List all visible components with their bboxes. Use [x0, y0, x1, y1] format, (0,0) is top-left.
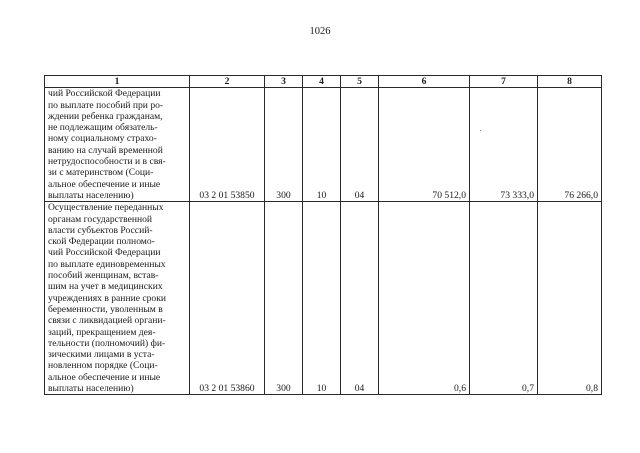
row-amount-year3: 0,8 [538, 202, 602, 395]
row-section: 10 [303, 202, 341, 395]
table-row [45, 202, 602, 395]
row-code: 03 2 01 53850 [190, 88, 265, 202]
header-cell-5: 5 [341, 76, 379, 88]
header-cell-8: 8 [538, 76, 602, 88]
row-code: 03 2 01 53860 [190, 202, 265, 395]
budget-table [44, 75, 602, 395]
row-amount-year2: 0,7 [470, 202, 538, 395]
header-cell-4: 4 [303, 76, 341, 88]
row-description: чий Российской Федерации по выплате пособий при ро- ждении ребенка гражданам, не подлежащим обязатель- ному социальному страхо- ванию на случай временной нетрудоспособности и в свя- зи с материнством (Соци- альное обеспечение и иные выплаты населению) [45, 88, 190, 202]
row-expense-type: 300 [265, 202, 303, 395]
row-amount-year1: 70 512,0 [379, 88, 470, 202]
row-section: 10 [303, 88, 341, 202]
row-amount-year2: 73 333,0 [470, 88, 538, 202]
row-subsection: 04 [341, 202, 379, 395]
table-row [45, 88, 602, 202]
row-description: Осуществление переданных органам государственной власти субъектов Россий- ской Федерации полномо- чий Российской Федерации по выплате единовременных пособий женщинам, встав- шим на учет в медицинских учреждениях в ранние сроки беременности, уволенным в связи с ликвидацией органи- заций, прекращением дея- тельности (полномочий) фи- зическими лицами в уста- новленном порядке (Соци- альное обеспечение и иные выплаты населению) [45, 202, 190, 395]
row-amount-year3: 76 266,0 [538, 88, 602, 202]
header-cell-7: 7 [470, 76, 538, 88]
header-cell-1: 1 [45, 76, 190, 88]
header-cell-2: 2 [190, 76, 265, 88]
header-cell-3: 3 [265, 76, 303, 88]
header-cell-6: 6 [379, 76, 470, 88]
row-amount-year1: 0,6 [379, 202, 470, 395]
row-subsection: 04 [341, 88, 379, 202]
page-number: 1026 [309, 26, 331, 37]
row-expense-type: 300 [265, 88, 303, 202]
header-row [45, 76, 602, 88]
